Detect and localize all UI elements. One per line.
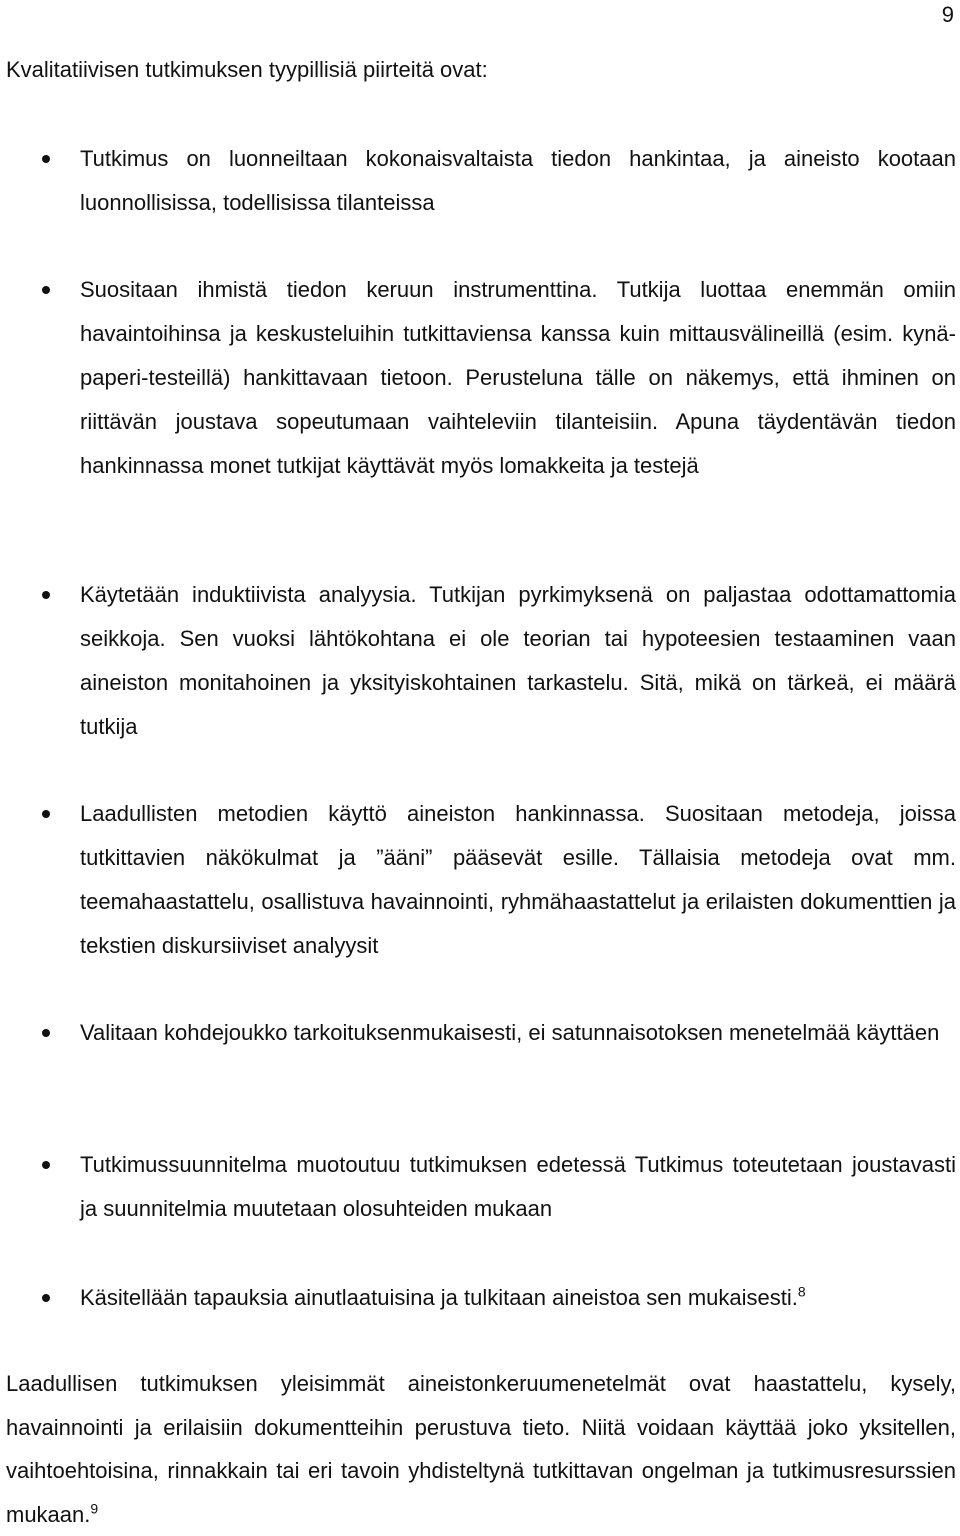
bullet-dot-icon xyxy=(42,155,50,163)
bullet-dot-icon xyxy=(42,1294,50,1302)
list-item-text-body: Käsitellään tapauksia ainutlaatuisina ja tulkitaan aineistoa sen mukaisesti. xyxy=(80,1285,798,1310)
list-item-text xyxy=(80,1276,956,1320)
list-item-text: Valitaan kohdejoukko tarkoituksenmukaisesti, ei satunnaisotoksen menetelmää käyttäen xyxy=(80,1020,940,1045)
list-item xyxy=(80,573,956,749)
bullet-dot-icon xyxy=(42,591,50,599)
page-number: 9 xyxy=(941,2,954,27)
list-item xyxy=(80,1143,956,1231)
list-item-text: Käytetään induktiivista analyysia. Tutkijan pyrkimyksenä on paljastaa odottamattomia seikkoja. Sen vuoksi lähtökohtana ei ole teorian tai hypoteesien testaaminen vaan aineiston monitahoinen ja yksityiskohtainen tarkastelu. Sitä, mikä on tärkeä, ei määrä tutkija xyxy=(80,582,956,739)
list-item-text: Suositaan ihmistä tiedon keruun instrumenttina. Tutkija luottaa enemmän omiin havaintoihinsa ja keskusteluihin tutkittaviensa kanssa kuin mittausvälineillä (esim. kynä-paperi-testeillä) hankittavaan tietoon. Perusteluna tälle on näkemys, että ihminen on riittävän joustava sopeutumaan vaihteleviin tilanteisiin. Apuna täydentävän tiedon hankinnassa monet tutkijat käyttävät myös lomakkeita ja testejä xyxy=(80,277,956,478)
closing-paragraph xyxy=(6,1362,956,1536)
footnote-reference: 9 xyxy=(90,1500,99,1517)
list-item xyxy=(80,268,956,488)
bullet-dot-icon xyxy=(42,810,50,818)
list-item xyxy=(80,1276,956,1320)
bullet-dot-icon xyxy=(42,1161,50,1169)
list-item xyxy=(80,137,956,225)
list-item-text: Tutkimussuunnitelma muotoutuu tutkimuksen edetessä Tutkimus toteutetaan joustavasti ja suunnitelmia muutetaan olosuhteiden mukaan xyxy=(80,1152,956,1221)
list-item xyxy=(80,792,956,968)
bullet-dot-icon xyxy=(42,1029,50,1037)
closing-paragraph-text: Laadullisen tutkimuksen yleisimmät aineistonkeruumenetelmät ovat haastattelu, kysely, havainnointi ja erilaisiin dokumentteihin perustuva tieto. Niitä voidaan käyttää joko yksitellen, vaihtoehtoisina, rinnakkain tai eri tavoin yhdisteltynä tutkittavan ongelman ja tutkimusresurssien mukaan. xyxy=(6,1371,956,1527)
footnote-reference: 8 xyxy=(797,1283,806,1300)
bullet-dot-icon xyxy=(42,286,50,294)
list-item xyxy=(80,1011,956,1055)
list-item-text: Tutkimus on luonneiltaan kokonaisvaltaista tiedon hankintaa, ja aineisto kootaan luonnollisissa, todellisissa tilanteissa xyxy=(80,146,956,215)
list-item-text: Laadullisten metodien käyttö aineiston hankinnassa. Suositaan metodeja, joissa tutkittavien näkökulmat ja ”ääni” pääsevät esille. Tällaisia metodeja ovat mm. teemahaastattelu, osallistuva havainnointi, ryhmähaastattelut ja erilaisten dokumenttien ja tekstien diskursiiviset analyysit xyxy=(80,801,956,958)
intro-heading: Kvalitatiivisen tutkimuksen tyypillisiä piirteitä ovat: xyxy=(6,57,488,82)
